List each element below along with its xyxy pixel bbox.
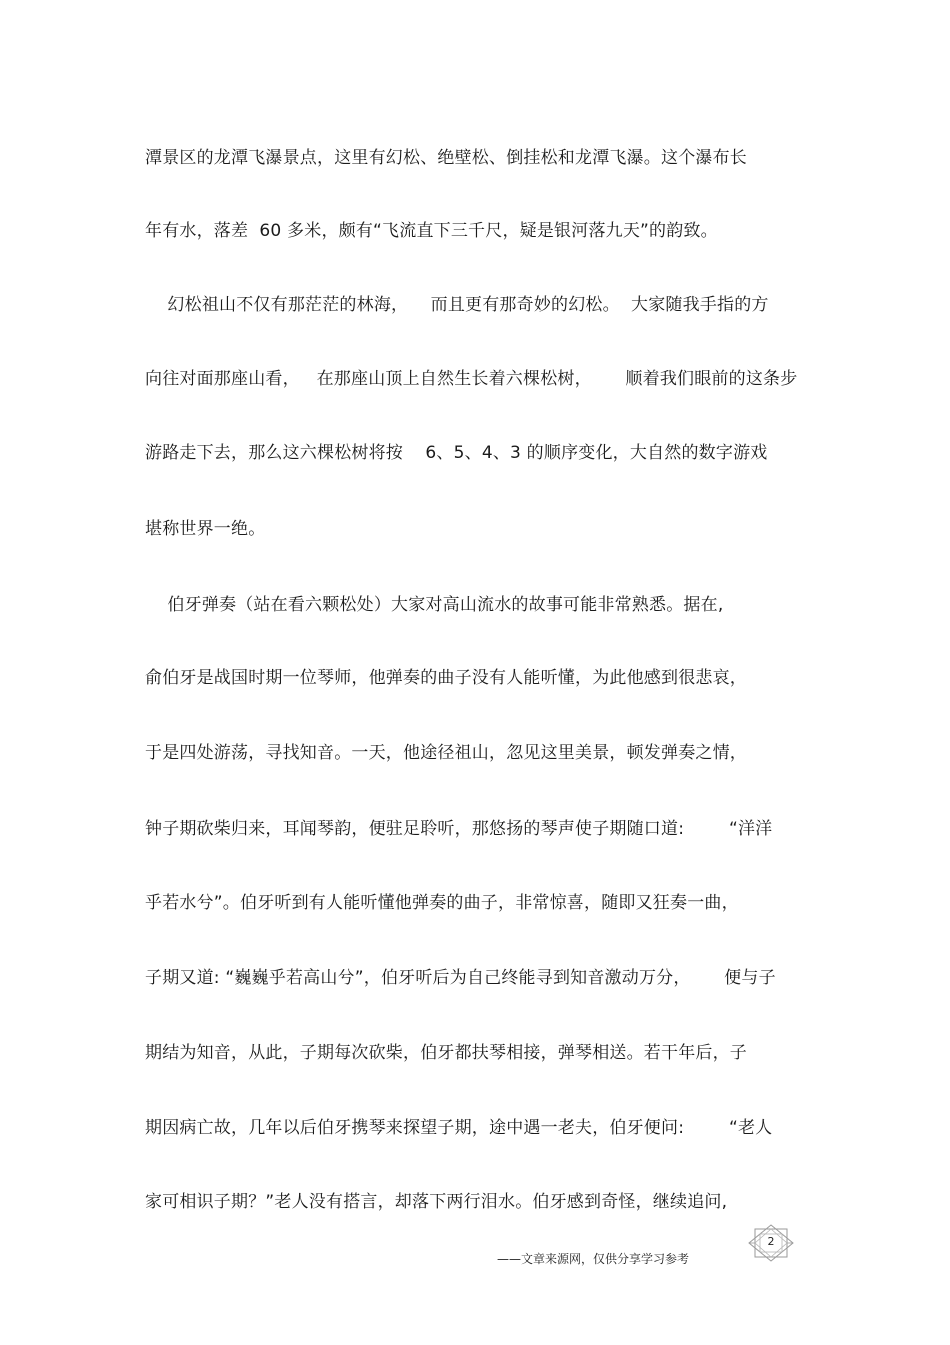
text-line-9: 于是四处游荡，寻找知音。一天，他途径祖山，忽见这里美景，顿发弹奏之情，: [145, 743, 747, 763]
text-line-2: 年有水，落差 60 多米，颇有“飞流直下三千尺，疑是银河落九天”的韵致。: [145, 221, 718, 241]
text-line-3: 幻松祖山不仅有那茫茫的林海， 而且更有那奇妙的幻松。 大家随我手指的方: [145, 295, 769, 315]
text-line-7: 伯牙弹奏（站在看六颗松处）大家对高山流水的故事可能非常熟悉。据在,: [145, 595, 724, 615]
page-number-badge: [747, 1223, 795, 1263]
text-line-15: 家可相识子期？”老人没有搭言，却落下两行泪水。伯牙感到奇怪，继续追问,: [145, 1192, 728, 1212]
text-line-10: 钟子期砍柴归来，耳闻琴韵，便驻足聆听，那悠扬的琴声使子期随口道: “洋洋: [145, 819, 773, 839]
text-line-13: 期结为知音，从此，子期每次砍柴，伯牙都扶琴相接，弹琴相送。若干年后，子: [145, 1043, 747, 1063]
text-line-4: 向往对面那座山看， 在那座山顶上自然生长着六棵松树， 顺着我们眼前的这条步: [145, 369, 798, 389]
text-line-5: 游路走下去，那么这六棵松树将按 6、5、4、3 的顺序变化，大自然的数字游戏: [145, 443, 768, 463]
text-line-1: 潭景区的龙潭飞瀑景点，这里有幻松、绝壁松、倒挂松和龙潭飞瀑。这个瀑布长: [145, 148, 747, 168]
text-line-11: 乎若水兮”。伯牙听到有人能听懂他弹奏的曲子，非常惊喜，随即又狂奏一曲，: [145, 893, 739, 913]
text-line-14: 期因病亡故，几年以后伯牙携琴来探望子期，途中遇一老夫，伯牙便问: “老人: [145, 1118, 773, 1138]
text-line-8: 俞伯牙是战国时期一位琴师，他弹奏的曲子没有人能听懂，为此他感到很悲哀，: [145, 668, 747, 688]
page-number: 2: [767, 1235, 775, 1248]
footer-source-note: ——文章来源网，仅供分享学习参考: [497, 1252, 690, 1266]
text-line-12: 子期又道: “巍巍乎若高山兮”，伯牙听后为自己终能寻到知音激动万分， 便与子: [145, 968, 776, 988]
text-line-6: 堪称世界一绝。: [145, 519, 266, 539]
